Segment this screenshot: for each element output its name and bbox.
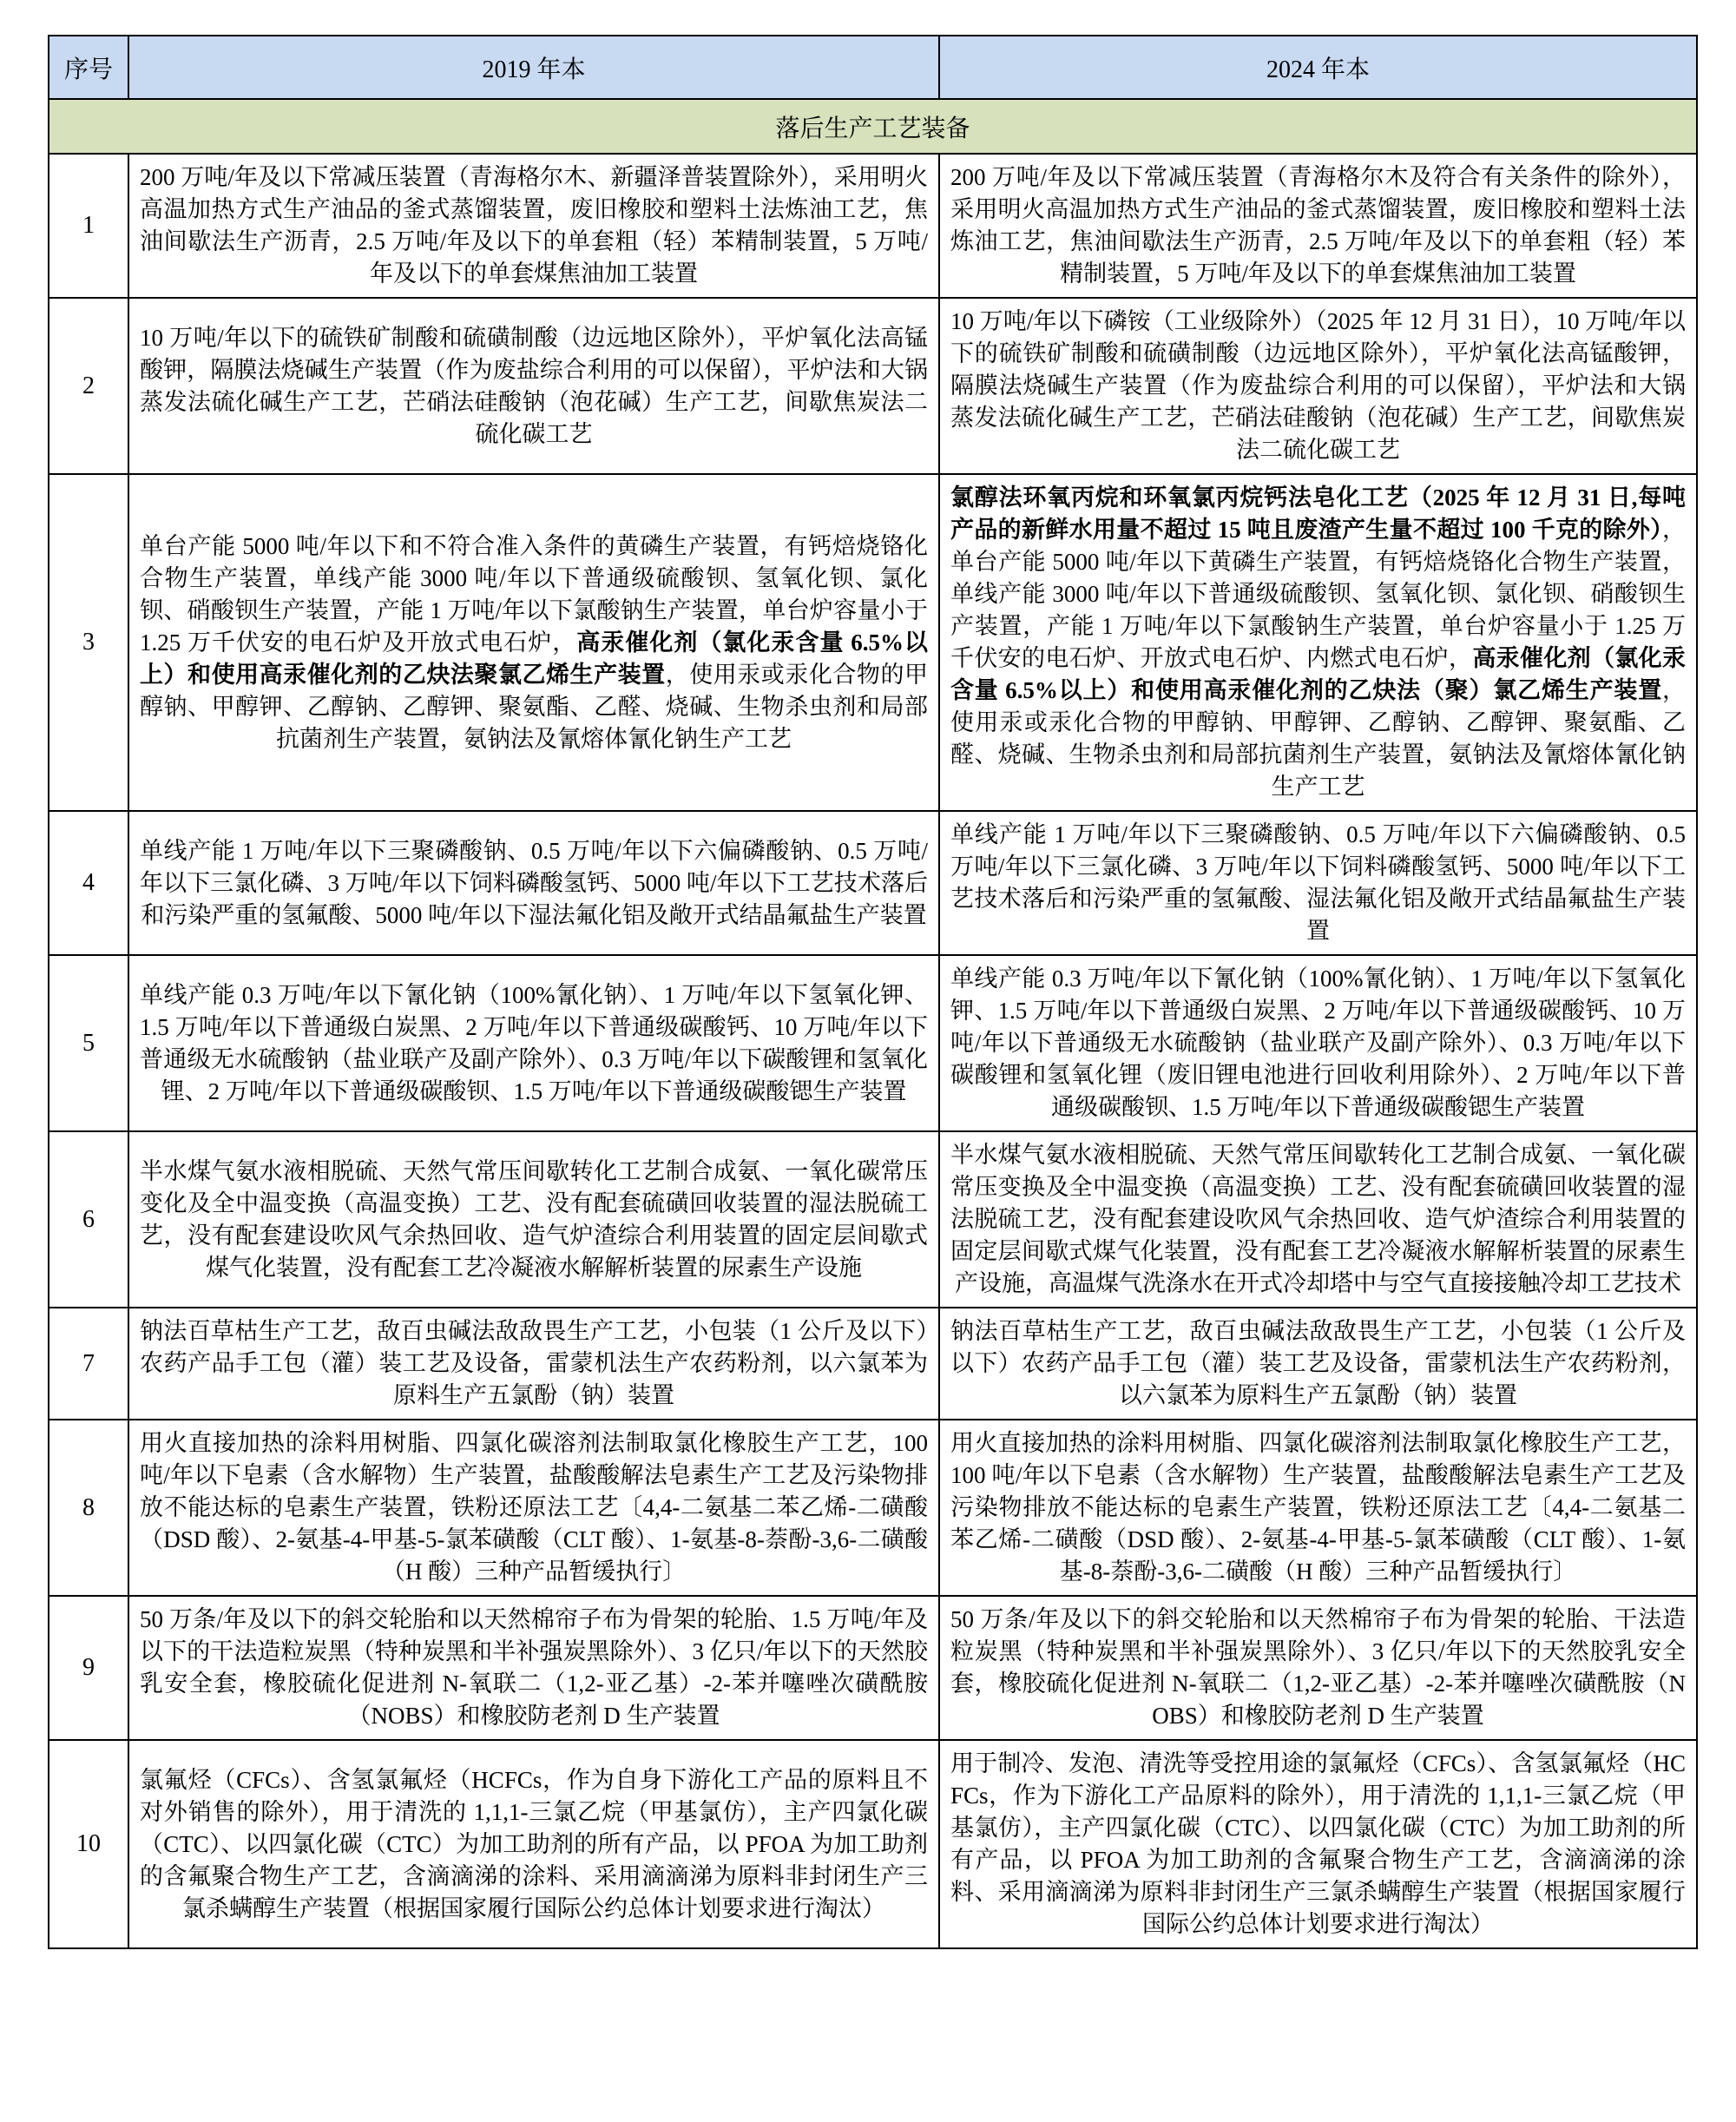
header-cell-2019: 2019 年本 [128, 36, 939, 99]
text-segment: 50 万条/年及以下的斜交轮胎和以天然棉帘子布为骨架的轮胎、1.5 万吨/年及以下的干法造粒炭黑（特种炭黑和半补强炭黑除外）、3 亿只/年以下的天然胶乳安全套，橡胶硫化促进剂 N-氧联二（1,2-亚乙基）-2-苯并噻唑次磺酰胺（NOBS）和橡胶防老剂 D 生产装置 [140, 1606, 928, 1729]
cell-2024 [939, 1596, 1697, 1740]
text-segment: 半水煤气氨水液相脱硫、天然气常压间歇转化工艺制合成氨、一氧化碳常压变换及全中温变换（高温变换）工艺、没有配套硫磺回收装置的湿法脱硫工艺，没有配套建设吹风气余热回收、造气炉渣综合利用装置的固定层间歇式煤气化装置，没有配套工艺冷凝液水解解析装置的尿素生产设施，高温煤气洗涤水在开式冷却塔中与空气直接接触冷却工艺技术 [950, 1142, 1686, 1296]
text-segment: ，使用汞或汞化合物的甲醇钠、甲醇钾、乙醇钠、乙醇钾、聚氨酯、乙醛、烧碱、生物杀虫剂和局部抗菌剂生产装置，氨钠法及氰熔体氰化钠生产工艺 [140, 661, 928, 752]
cell-2019 [128, 1131, 939, 1308]
header-row [49, 36, 1697, 99]
table-row [49, 474, 1697, 811]
text-segment: 用火直接加热的涂料用树脂、四氯化碳溶剂法制取氯化橡胶生产工艺，100 吨/年以下皂素（含水解物）生产装置，盐酸酸解法皂素生产工艺及污染物排放不能达标的皂素生产装置，铁粉还原法工艺〔4,4-二氨基二苯乙烯-二磺酸（DSD 酸）、2-氨基-4-甲基-5-氯苯磺酸（CLT 酸）、1-氨基-8-萘酚-3,6-二磺酸（H 酸）三种产品暂缓执行〕 [140, 1430, 928, 1585]
text-segment-bold: 氯醇法环氧丙烷和环氧氯丙烷钙法皂化工艺（2025 年 12 月 31 日,每吨产品的新鲜水用量不超过 15 吨且废渣产生量不超过 100 千克的除外） [950, 484, 1686, 543]
text-segment: 用于制冷、发泡、清洗等受控用途的氯氟烃（CFCs）、含氢氯氟烃（HCFCs，作为下游化工产品原料的除外），用于清洗的 1,1,1-三氯乙烷（甲基氯仿），主产四氯化碳（CTC）、以四氯化碳（CTC）为加工助剂的所有产品，以 PFOA 为加工助剂的含氟聚合物生产工艺，含滴滴涕的涂料、采用滴滴涕为原料非封闭生产三氯杀螨醇生产装置（根据国家履行国际公约总体计划要求进行淘汰） [950, 1750, 1686, 1937]
cell-2024 [939, 1420, 1697, 1596]
text-segment: 单线产能 0.3 万吨/年以下氰化钠（100%氰化钠）、1 万吨/年以下氢氧化钾、1.5 万吨/年以下普通级白炭黑、2 万吨/年以下普通级碳酸钙、10 万吨/年以下普通级无水硫酸钠（盐业联产及副产除外）、0.3 万吨/年以下碳酸锂和氢氧化锂、2 万吨/年以下普通级碳酸钡、1.5 万吨/年以下普通级碳酸锶生产装置 [140, 981, 929, 1104]
text-segment: 10 万吨/年以下磷铵（工业级除外）（2025 年 12 月 31 日），10 万吨/年以下的硫铁矿制酸和硫磺制酸（边远地区除外），平炉氧化法高锰酸钾，隔膜法烧碱生产装置（作为废盐综合利用的可以保留），平炉法和大锅蒸发法硫化碱生产工艺，芒硝法硅酸钠（泡花碱）生产工艺，间歇焦炭法二硫化碳工艺 [950, 308, 1686, 463]
text-segment: 200 万吨/年及以下常减压装置（青海格尔木及符合有关条件的除外），采用明火高温加热方式生产油品的釜式蒸馏装置，废旧橡胶和塑料土法炼油工艺，焦油间歇法生产沥青，2.5 万吨/年及以下的单套粗（轻）苯精制装置，5 万吨/年及以下的单套煤焦油加工装置 [950, 164, 1686, 287]
cell-2019 [128, 154, 939, 298]
text-segment: 单线产能 0.3 万吨/年以下氰化钠（100%氰化钠）、1 万吨/年以下氢氧化钾、1.5 万吨/年以下普通级白炭黑、2 万吨/年以下普通级碳酸钙、10 万吨/年以下普通级无水硫酸钠（盐业联产及副产除外）、0.3 万吨/年以下碳酸锂和氢氧化锂（废旧锂电池进行回收利用除外）、2 万吨/年以下普通级碳酸钡、1.5 万吨/年以下普通级碳酸锶生产装置 [950, 965, 1686, 1120]
row-number: 10 [49, 1740, 128, 1948]
table-row [49, 1596, 1697, 1740]
row-number: 8 [49, 1420, 128, 1596]
table-row [49, 955, 1697, 1131]
cell-2024 [939, 1308, 1697, 1420]
row-number: 6 [49, 1131, 128, 1308]
table-row [49, 154, 1697, 298]
table-row [49, 298, 1697, 474]
section-title: 落后生产工艺装备 [49, 99, 1697, 154]
comparison-table [48, 35, 1698, 1949]
row-number: 1 [49, 154, 128, 298]
text-segment: 单台产能 5000 吨/年以下和不符合准入条件的黄磷生产装置，有钙焙烧铬化合物生产装置，单线产能 3000 吨/年以下普通级硫酸钡、氢氧化钡、氯化钡、硝酸钡生产装置，产能 1 万吨/年以下氯酸钠生产装置，单台炉容量小于 1.25 万千伏安的电石炉及开放式电石炉， [140, 532, 928, 656]
text-segment: 钠法百草枯生产工艺，敌百虫碱法敌敌畏生产工艺，小包装（1 公斤及以下）农药产品手工包（灌）装工艺及设备，雷蒙机法生产农药粉剂，以六氯苯为原料生产五氯酚（钠）装置 [950, 1318, 1686, 1408]
text-segment: 用火直接加热的涂料用树脂、四氯化碳溶剂法制取氯化橡胶生产工艺，100 吨/年以下皂素（含水解物）生产装置，盐酸酸解法皂素生产工艺及污染物排放不能达标的皂素生产装置，铁粉还原法工艺〔4,4-二氨基二苯乙烯-二磺酸（DSD 酸）、2-氨基-4-甲基-5-氯苯磺酸（CLT 酸）、1-氨基-8-萘酚-3,6-二磺酸（H 酸）三种产品暂缓执行〕 [950, 1430, 1686, 1585]
text-segment: ，使用汞或汞化合物的甲醇钠、甲醇钾、乙醇钠、乙醇钾、聚氨酯、乙醛、烧碱、生物杀虫剂和局部抗菌剂生产装置，氨钠法及氰熔体氰化钠生产工艺 [950, 677, 1686, 800]
table-row [49, 811, 1697, 955]
cell-2019 [128, 1308, 939, 1420]
row-number: 9 [49, 1596, 128, 1740]
text-segment: 半水煤气氨水液相脱硫、天然气常压间歇转化工艺制合成氨、一氧化碳常压变化及全中温变换（高温变换）工艺、没有配套硫磺回收装置的湿法脱硫工艺，没有配套建设吹风气余热回收、造气炉渣综合利用装置的固定层间歇式煤气化装置，没有配套工艺冷凝液水解解析装置的尿素生产设施 [140, 1157, 928, 1281]
text-segment-bold: 高汞催化剂（氯化汞含量 6.5%以上）和使用高汞催化剂的乙炔法（聚）氯乙烯生产装置 [950, 645, 1687, 703]
cell-2024 [939, 955, 1697, 1131]
table-body [49, 154, 1697, 1948]
cell-2019 [128, 1740, 939, 1948]
header-cell-no: 序号 [49, 36, 128, 99]
cell-2019 [128, 811, 939, 955]
text-segment-bold: 高汞催化剂（氯化汞含量 6.5%以上）和使用高汞催化剂的乙炔法聚氯乙烯生产装置 [140, 629, 929, 688]
text-segment: 200 万吨/年及以下常减压装置（青海格尔木、新疆泽普装置除外），采用明火高温加热方式生产油品的釜式蒸馏装置，废旧橡胶和塑料土法炼油工艺，焦油间歇法生产沥青，2.5 万吨/年及以下的单套粗（轻）苯精制装置，5 万吨/年及以下的单套煤焦油加工装置 [140, 164, 928, 287]
table-row [49, 1308, 1697, 1420]
row-number: 2 [49, 298, 128, 474]
row-number: 4 [49, 811, 128, 955]
cell-2024 [939, 1131, 1697, 1308]
cell-2019 [128, 1420, 939, 1596]
table-row [49, 1420, 1697, 1596]
cell-2019 [128, 298, 939, 474]
text-segment: ，单台产能 5000 吨/年以下黄磷生产装置，有钙焙烧铬化合物生产装置，单线产能 3000 吨/年以下普通级硫酸钡、氢氧化钡、氯化钡、硝酸钡生产装置，产能 1 万吨/年以下氯酸钠生产装置，单台炉容量小于 1.25 万千伏安的电石炉、开放式电石炉、内燃式电石炉， [950, 517, 1686, 671]
text-segment: 氯氟烃（CFCs）、含氢氯氟烃（HCFCs，作为自身下游化工产品的原料且不对外销售的除外），用于清洗的 1,1,1-三氯乙烷（甲基氯仿），主产四氯化碳（CTC）、以四氯化碳（CTC）为加工助剂的所有产品，以 PFOA 为加工助剂的含氟聚合物生产工艺，含滴滴涕的涂料、采用滴滴涕为原料非封闭生产三氯杀螨醇生产装置（根据国家履行国际公约总体计划要求进行淘汰） [140, 1766, 928, 1921]
text-segment: 钠法百草枯生产工艺，敌百虫碱法敌敌畏生产工艺，小包装（1 公斤及以下）农药产品手工包（灌）装工艺及设备，雷蒙机法生产农药粉剂，以六氯苯为原料生产五氯酚（钠）装置 [140, 1318, 928, 1408]
cell-2019 [128, 955, 939, 1131]
row-number: 5 [49, 955, 128, 1131]
cell-2024 [939, 298, 1697, 474]
cell-2024 [939, 811, 1697, 955]
text-segment: 10 万吨/年以下的硫铁矿制酸和硫磺制酸（边远地区除外），平炉氧化法高锰酸钾，隔膜法烧碱生产装置（作为废盐综合利用的可以保留），平炉法和大锅蒸发法硫化碱生产工艺，芒硝法硅酸钠（泡花碱）生产工艺，间歇焦炭法二硫化碳工艺 [140, 324, 928, 447]
cell-2024 [939, 474, 1697, 811]
text-segment: 单线产能 1 万吨/年以下三聚磷酸钠、0.5 万吨/年以下六偏磷酸钠、0.5 万吨/年以下三氯化磷、3 万吨/年以下饲料磷酸氢钙、5000 吨/年以下工艺技术落后和污染严重的氢氟酸、5000 吨/年以下湿法氟化铝及敞开式结晶氟盐生产装置 [140, 837, 928, 928]
text-segment: 单线产能 1 万吨/年以下三聚磷酸钠、0.5 万吨/年以下六偏磷酸钠、0.5 万吨/年以下三氯化磷、3 万吨/年以下饲料磷酸氢钙、5000 吨/年以下工艺技术落后和污染严重的氢氟酸、湿法氟化铝及敞开式结晶氟盐生产装置 [950, 821, 1686, 944]
cell-2019 [128, 1596, 939, 1740]
cell-2019 [128, 474, 939, 811]
cell-2024 [939, 154, 1697, 298]
section-row [49, 99, 1697, 154]
text-segment: 50 万条/年及以下的斜交轮胎和以天然棉帘子布为骨架的轮胎、干法造粒炭黑（特种炭黑和半补强炭黑除外）、3 亿只/年以下的天然胶乳安全套，橡胶硫化促进剂 N-氧联二（1,2-亚乙基）-2-苯并噻唑次磺酰胺（NOBS）和橡胶防老剂 D 生产装置 [950, 1606, 1686, 1729]
header-cell-2024: 2024 年本 [939, 36, 1697, 99]
row-number: 3 [49, 474, 128, 811]
table-row [49, 1740, 1697, 1948]
row-number: 7 [49, 1308, 128, 1420]
cell-2024 [939, 1740, 1697, 1948]
table-row [49, 1131, 1697, 1308]
